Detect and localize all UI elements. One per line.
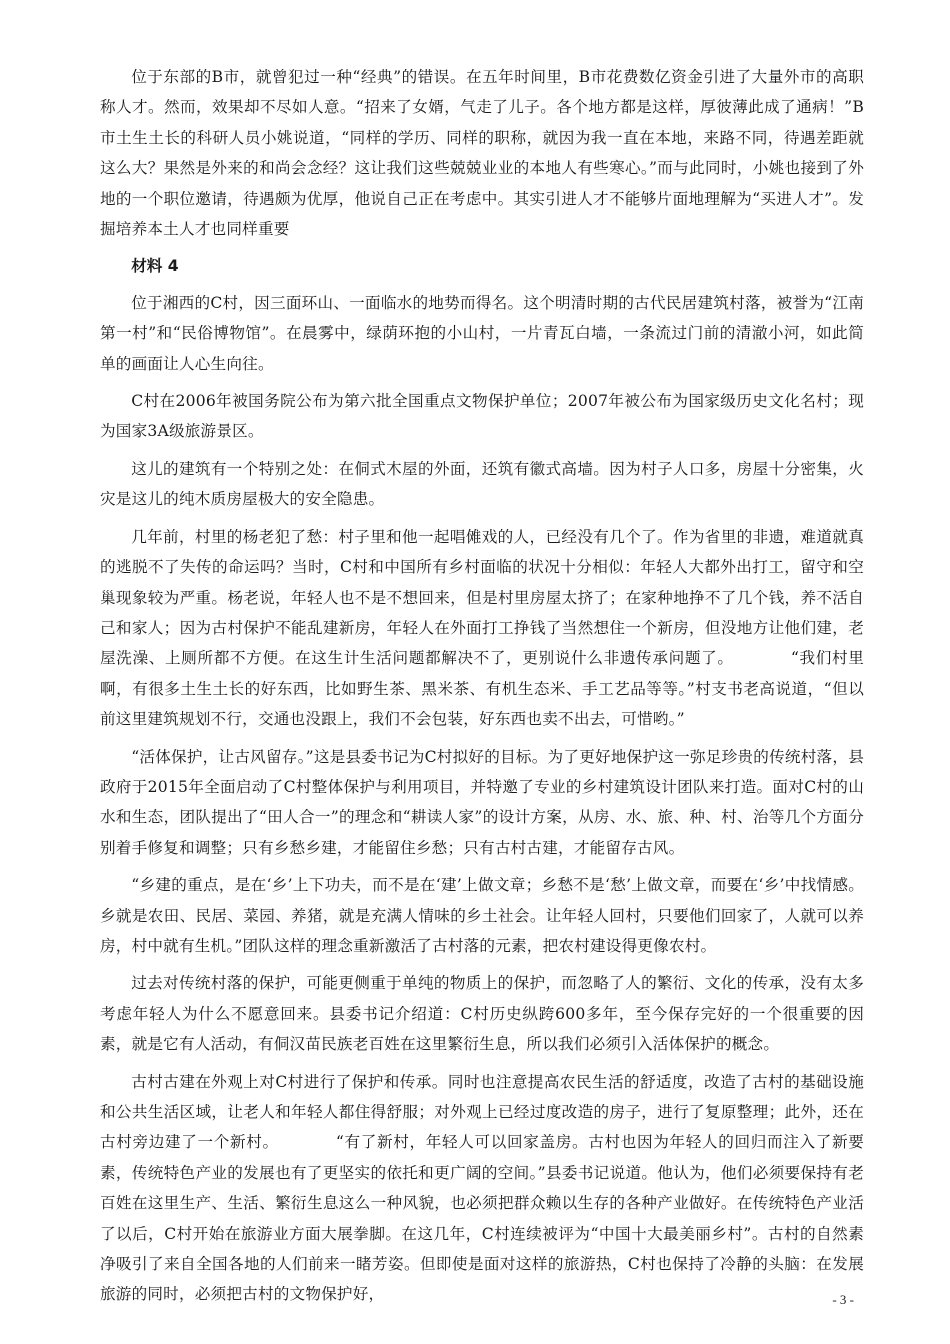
paragraph-c-village-intro: 位于湘西的C村，因三面环山、一面临水的地势而得名。这个明清时期的古代民居建筑村落，被誉为“江南第一村”和“民俗博物馆”。在晨雾中，绿荫环抱的小山村，一片青瓦白墙，一条流过门前的清澈小河，如此简单的画面让人心生向往。 xyxy=(100,293,864,373)
page-number: - 3 - xyxy=(832,1292,854,1307)
paragraph-living-protection: “活体保护，让古风留存。”这是县委书记为C村拟好的目标。为了更好地保护这一弥足珍贵的传统村落，县政府于2015年全面启动了C村整体保护与利用项目，并特邀了专业的乡村建筑设计团队来打造。面对C村的山水和生态，团队提出了“田人合一”的理念和“耕读人家”的设计方案，从房、水、旅、种、村、治等几个方面分别着手修复和调整；只有乡愁乡建，才能留住乡愁；只有古村古建，才能留存古风。 xyxy=(100,747,864,857)
section-heading-material-4: 材料 4 xyxy=(131,257,179,276)
paragraph-yang-lao: 几年前，村里的杨老犯了愁：村子里和他一起唱傩戏的人，已经没有几个了。作为省里的非遗，难道就真的逃脱不了失传的命运吗？当时，C村和中国所有乡村面临的状况十分相似：年轻人大都外出打工，留守和空巢现象较为严重。杨老说，年轻人也不是不想回来，但是村里房屋太挤了；在家种地挣不了几个钱，养不活自己和家人；因为古村保护不能乱建新房，年轻人在外面打工挣钱了当然想住一个新房，但没地方让他们建，老屋洗澡、上厕所都不方便。在这生计生活问题都解决不了，更别说什么非遗传承问题了。 “我们村里啊，有很多土生土长的好东西，比如野生茶、黑米茶、有机生态米、手工艺品等等。”村支书老高说道，“但以前这里建筑规划不行，交通也没跟上，我们不会包装，好东西也卖不出去，可惜哟。” xyxy=(100,527,864,729)
paragraph-b-city: 位于东部的B市，就曾犯过一种“经典”的错误。在五年时间里，B市花费数亿资金引进了大量外市的高职称人才。然而，效果却不尽如人意。“招来了女婿，气走了儿子。各个地方都是这样，厚彼薄此成了通病！”B市土生土长的科研人员小姚说道，“同样的学历、同样的职称，就因为我一直在本地，来路不同，待遇差距就这么大？果然是外来的和尚会念经？这让我们这些兢兢业业的本地人有些寒心。”而与此同时，小姚也接到了外地的一个职位邀请，待遇颇为优厚，他说自己正在考虑中。其实引进人才不能够片面地理解为“买进人才”。发掘培养本土人才也同样重要 xyxy=(100,68,864,239)
paragraph-rural-construction: “乡建的重点，是在‘乡’上下功夫，而不是在‘建’上做文章；乡愁不是‘愁’上做文章，而要在‘乡’中找情感。乡就是农田、民居、菜园、养猪，就是充满人情味的乡土社会。让年轻人回村，只要他们回家了，人就可以养房，村中就有生机。”团队这样的理念重新激活了古村落的元素，把农村建设得更像农村。 xyxy=(100,876,864,955)
paragraph-new-village: 古村古建在外观上对C村进行了保护和传承。同时也注意提高农民生活的舒适度，改造了古村的基础设施和公共生活区域，让老人和年轻人都住得舒服；对外观上已经过度改造的房子，进行了复原整理；此外，还在古村旁边建了一个新村。 “有了新村，年轻人可以回家盖房。古村也因为年轻人的回归而注入了新要素，传统特色产业的发展也有了更坚实的依托和更广阔的空间。”县委书记说道。他认为，他们必须要保持有老百姓在这里生产、生活、繁衍生息这么一种风貌，也必须把群众赖以生存的各种产业做好。在传统特色产业活了以后，C村开始在旅游业方面大展拳脚。在这几年，C村连续被评为“中国十大最美丽乡村”。古村的自然素净吸引了来自全国各地的人们前来一睹芳姿。但即使是面对这样的旅游热，C村也保持了冷静的头脑：在发展旅游的同时，必须把古村的文物保护好， xyxy=(100,1072,864,1304)
paragraph-c-village-status: C村在2006年被国务院公布为第六批全国重点文物保护单位；2007年被公布为国家级历史文化名村；现为国家3A级旅游景区。 xyxy=(100,392,864,441)
paragraph-architecture: 这儿的建筑有一个特别之处：在侗式木屋的外面，还筑有徽式高墙。因为村子人口多，房屋十分密集，火灾是这儿的纯木质房屋极大的安全隐患。 xyxy=(100,459,864,509)
document-body xyxy=(100,62,864,1317)
paragraph-past-protection: 过去对传统村落的保护，可能更侧重于单纯的物质上的保护，而忽略了人的繁衍、文化的传承，没有太多考虑年轻人为什么不愿意回来。县委书记介绍道：C村历史纵跨600多年，至今保存完好的一个很重要的因素，就是它有人活动，有侗汉苗民族老百姓在这里繁衍生息，所以我们必须引入活体保护的概念。 xyxy=(100,974,864,1054)
